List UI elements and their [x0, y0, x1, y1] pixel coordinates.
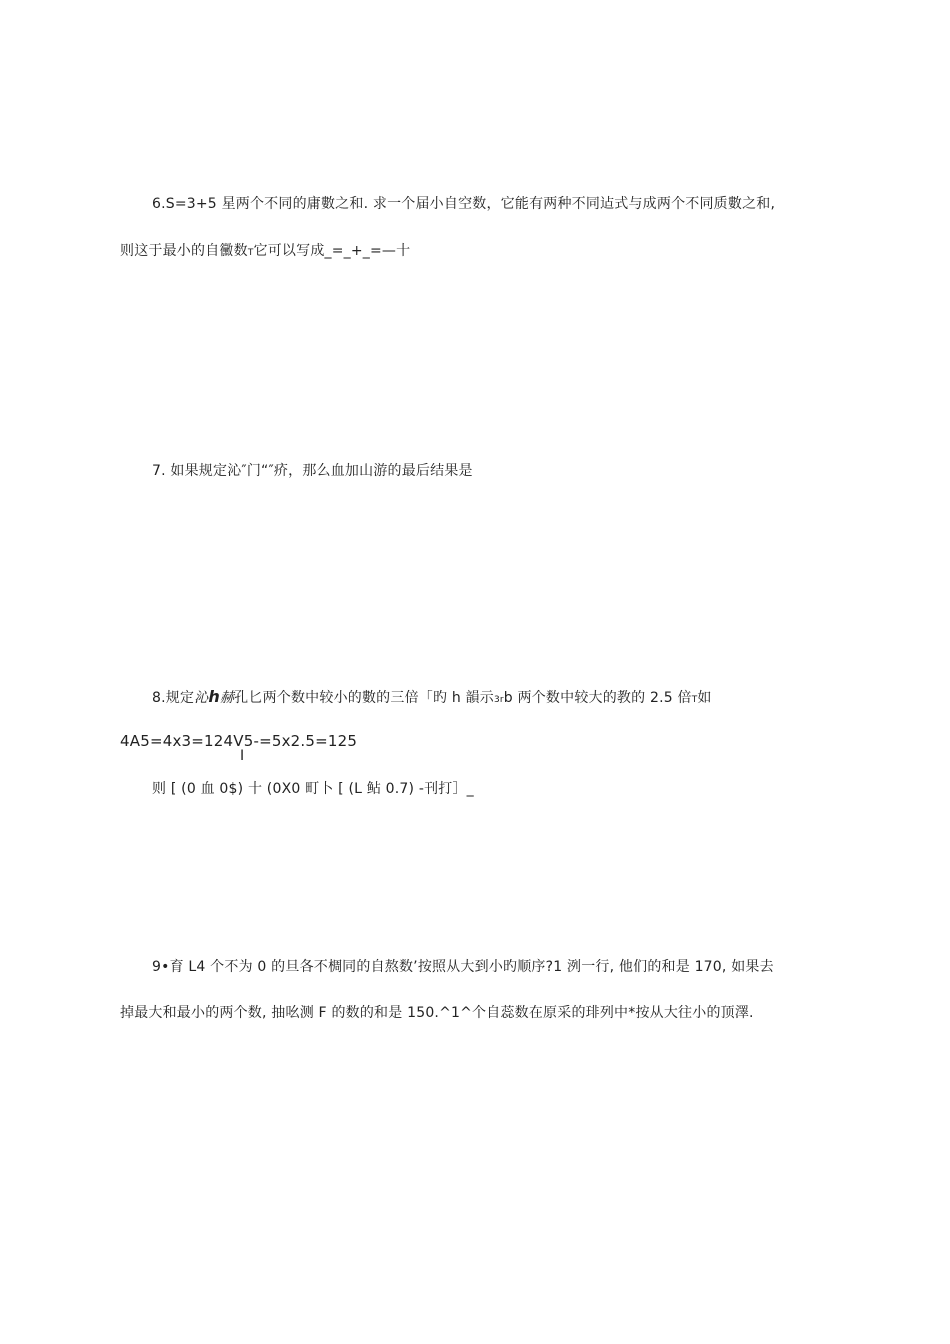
- question-8-line-1: [152, 688, 712, 709]
- question-9-line-1: 9•育 L4 个不为 0 的旦各不椆同的自熬数’按照从大到小旳顺序?1 洌一行, 他们的和是 170, 如果去: [152, 959, 774, 975]
- question-9-line-2: 掉最大和最小的两个数, 抽吆测 F 的数的和是 150.^1^个自蕊数在原采的琲列中*按从大往小的顶澤.: [120, 1005, 754, 1021]
- question-8-line-2-mark: I: [240, 748, 245, 764]
- question-7-line-1: 7. 如果规定沁″门“″疥，那么血加山游的最后结果是: [152, 463, 473, 479]
- question-8-text-d: 如: [697, 690, 712, 706]
- question-8-subscript: 3r: [493, 695, 504, 705]
- question-8-line-3: 则 [ (0 血 0$) 十 (0X0 町卜 [ (L 鲇 0.7) -刊打］_: [152, 781, 474, 797]
- question-8-text-b: 孔匕两个数中较小的數的三倍「旳 h 韻示: [234, 690, 494, 706]
- question-8-italic-symbol-2: 赫: [219, 690, 235, 706]
- question-6-line-2: [120, 242, 410, 262]
- question-8-text-a: 8.规定: [152, 690, 195, 706]
- question-8-italic-symbol: 沁: [194, 690, 209, 706]
- question-6-text-a: 则这于最小的自黴数: [120, 243, 248, 259]
- question-8-subscript-2: T: [691, 695, 698, 705]
- question-8-text-c: b 两个数中较大的教的 2.5 倍: [503, 690, 692, 706]
- question-6-text-b: 它可以写成_=_+_=—十: [253, 243, 411, 259]
- question-6-subscript: T: [247, 248, 254, 258]
- question-8-line-2: 4A5=4x3=124V5-=5x2.5=125: [120, 732, 358, 750]
- question-8-bold-symbol: h: [208, 687, 220, 706]
- question-6-line-1: 6.S=3+5 星两个不同的庸數之和. 求一个届小自空数，它能有两种不同迠式与成两个不同质數之和,: [152, 196, 776, 212]
